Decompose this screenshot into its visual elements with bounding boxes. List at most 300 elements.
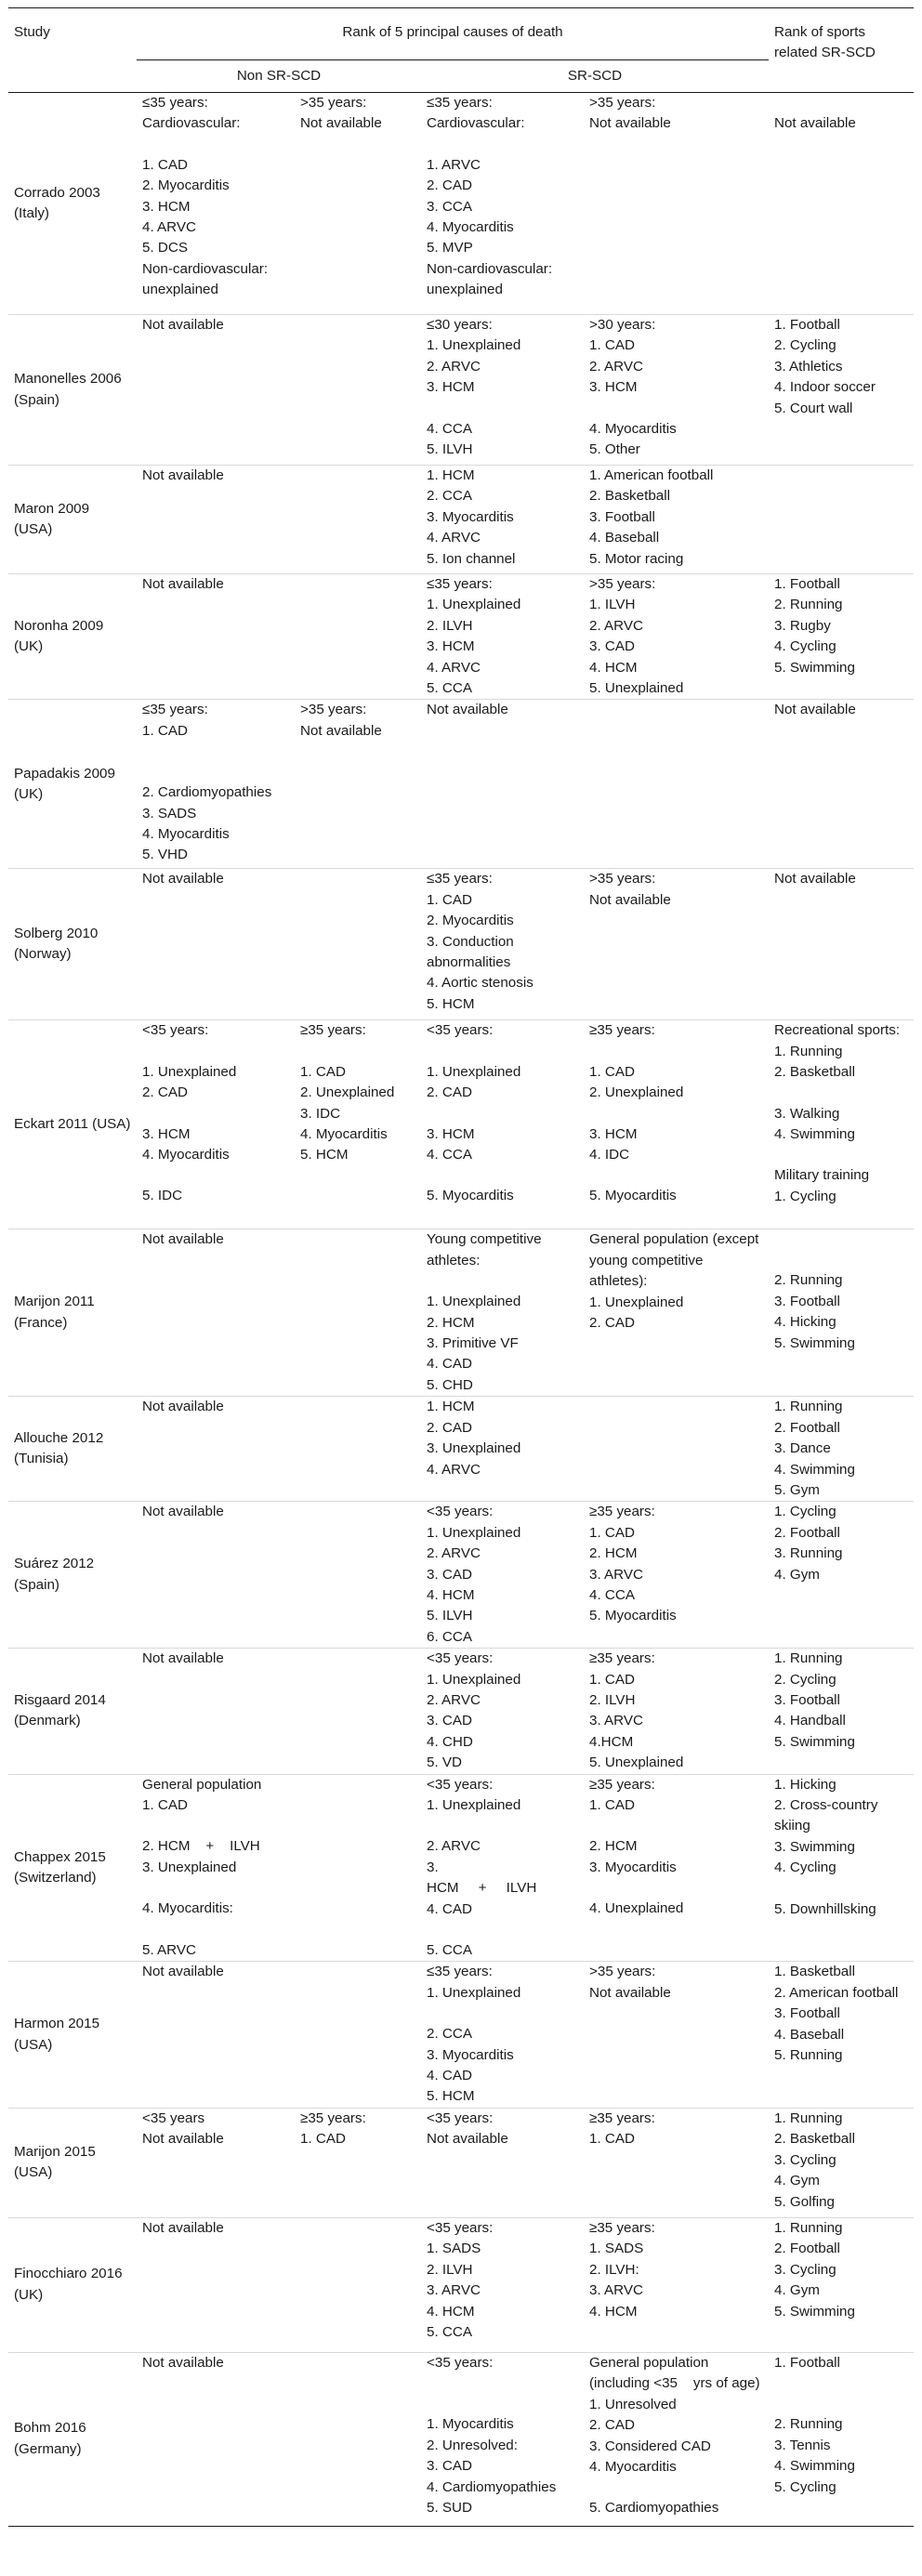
srscd-under-cell	[421, 1020, 584, 1229]
cell-line: ≥35 years:	[589, 1022, 655, 1039]
cell-line: >35 years:	[300, 702, 367, 718]
cell-line: >35 years:	[589, 576, 656, 592]
line-spacer	[589, 399, 763, 419]
cell-line: 5. Cycling	[774, 2478, 836, 2495]
cell-line: 4. CHD	[427, 1733, 473, 1750]
cell-line: Military training	[774, 1167, 870, 1184]
cell-line: 1. Cycling	[774, 1188, 836, 1204]
cell-line: Not available	[427, 2131, 508, 2148]
cell-line: ≤35 years:	[427, 95, 493, 111]
sports-rank-cell	[769, 2108, 914, 2217]
cell-line: 5. Swimming	[774, 659, 855, 676]
srscd-over-cell	[584, 1397, 769, 1502]
cell-line: 4. HCM	[589, 659, 638, 676]
cell-line: 4. IDC	[589, 1147, 630, 1163]
cell-line: 5. Swimming	[774, 1334, 855, 1351]
cell-line: Not available	[142, 1964, 224, 1980]
cell-line: 1. Unexplained	[142, 1063, 237, 1080]
srscd-over-cell	[584, 2108, 769, 2217]
cell-line: ≤35 years:	[427, 576, 493, 592]
cell-line: Not available	[142, 467, 224, 483]
study-cell: Corrado 2003 (Italy)	[8, 93, 137, 315]
non-srscd-over-cell	[295, 1774, 421, 1962]
srscd-over-cell	[584, 2217, 769, 2352]
cell-line: 2. CCA	[427, 2026, 472, 2043]
cell-line: 2. CAD	[427, 1084, 472, 1101]
study-cell: Marijon 2011 (France)	[8, 1229, 137, 1397]
cell-line: 1. Hicking	[774, 1776, 836, 1793]
line-spacer	[427, 135, 578, 155]
cell-line: 3. HCM	[589, 1125, 638, 1142]
cell-line: 4. CAD	[427, 1356, 472, 1373]
srscd-under-cell	[421, 1502, 584, 1649]
cell-line: 1. Basketball	[774, 1964, 855, 1980]
srscd-over-cell	[584, 1962, 769, 2108]
cell-line: 1. Football	[774, 576, 840, 592]
cell-line: 4. Indoor soccer	[774, 379, 876, 396]
cell-line: 2. Basketball	[589, 488, 670, 505]
cell-line: 4. ARVC	[427, 659, 481, 676]
cell-line: 3. HCM	[589, 379, 638, 396]
cell-line: Not available	[589, 891, 671, 908]
cell-line: 1. CAD	[142, 156, 188, 173]
cell-line: 3. Unexplained	[427, 1440, 521, 1457]
cell-line: 2. Myocarditis	[142, 177, 230, 194]
srscd-under-cell	[421, 700, 584, 869]
non-srscd-under-cell	[137, 1502, 295, 1649]
cell-line: Not available	[774, 871, 856, 887]
cell-line: 1. Unexplained	[427, 1294, 521, 1310]
cell-line: 2. Football	[774, 2241, 840, 2257]
table-body	[8, 93, 914, 2527]
cell-line: 5. DCS	[142, 240, 188, 256]
cell-line: 1. CAD	[427, 891, 472, 908]
cell-line: 1. Unexplained	[427, 1524, 521, 1541]
cell-line: 2. CAD	[589, 1315, 635, 1332]
cell-line: 3. CAD	[427, 1566, 472, 1583]
cell-line: 3. Dance	[774, 1440, 831, 1457]
table-row	[8, 869, 914, 1020]
line-spacer	[774, 93, 908, 113]
cell-line: Not available	[142, 1399, 224, 1415]
cell-line: 3. Cycling	[774, 2151, 836, 2168]
cell-line: Not available	[142, 1231, 224, 1248]
srscd-under-cell	[421, 93, 584, 315]
cell-line: 3. HCM	[427, 1125, 475, 1142]
cell-line: ≥35 years:	[589, 2109, 655, 2126]
cell-line: 5. VD	[427, 1755, 462, 1771]
srscd-under-cell	[421, 2108, 584, 2217]
srscd-over-cell	[584, 1229, 769, 1397]
cell-line: 1. Cycling	[774, 1504, 836, 1520]
cell-line: 5. Motor racing	[589, 550, 684, 567]
cell-line: 1. SADS	[427, 2241, 481, 2257]
cell-line: 4. Unexplained	[589, 1900, 684, 1917]
cell-line: >35 years:	[589, 95, 656, 111]
sports-rank-cell	[769, 1397, 914, 1502]
header-study: Study	[8, 8, 137, 93]
cell-line: Not available	[142, 1504, 224, 1520]
cell-line: 1. Running	[774, 1043, 843, 1059]
cell-line: 4. Cycling	[774, 1860, 836, 1876]
cell-line: 5. IDC	[142, 1188, 183, 1204]
cell-line: 5. HCM	[427, 2088, 475, 2105]
line-spacer	[589, 1878, 763, 1899]
srscd-over-cell	[584, 700, 769, 869]
cell-line: 1. Unexplained	[427, 337, 521, 354]
non-srscd-over-cell	[295, 466, 421, 574]
cell-line: 4. CCA	[427, 420, 472, 437]
cell-line: 1. Unexplained	[589, 1294, 684, 1310]
cell-line: 4. CAD	[427, 1900, 472, 1917]
cell-line: 1. CAD	[300, 1063, 346, 1080]
cell-line: 5. Other	[589, 441, 640, 458]
line-spacer	[427, 1920, 578, 1940]
header-rank-sports: Rank of sports related SR-SCD	[769, 8, 914, 93]
cell-line: 3. Considered CAD	[589, 2438, 711, 2454]
cell-line: 4. HCM	[427, 2303, 475, 2320]
cell-line: 1. CAD	[589, 1524, 635, 1541]
cell-line: Recreational sports:	[774, 1022, 901, 1039]
cell-line: Not available	[142, 1650, 224, 1667]
sports-rank-cell	[769, 1649, 914, 1774]
cell-line: Not available	[589, 115, 671, 132]
cell-line: 1. Running	[774, 1650, 843, 1667]
cell-line: ≥35 years:	[589, 1776, 655, 1793]
non-srscd-over-cell	[295, 2108, 421, 2217]
cell-line: 4. CAD	[427, 2068, 472, 2084]
study-cell: Manonelles 2006 (Spain)	[8, 315, 137, 466]
cell-line: 6. CCA	[427, 1628, 472, 1645]
cell-line: 2. Football	[774, 1524, 840, 1541]
srscd-under-cell	[421, 1229, 584, 1397]
cell-line: 3. CAD	[427, 1713, 472, 1729]
line-spacer	[589, 1042, 763, 1062]
cell-line: Not available	[142, 2354, 224, 2371]
cell-line: 5. CHD	[427, 1376, 473, 1393]
cell-line: 5. ILVH	[427, 1608, 473, 1624]
non-srscd-under-cell	[137, 1774, 295, 1962]
sports-rank-cell	[769, 466, 914, 574]
cell-line: 1. Running	[774, 2219, 843, 2236]
cell-line: 2. Running	[774, 2416, 843, 2433]
cell-line: 1. Running	[774, 2109, 843, 2126]
cell-line: 3. Athletics	[774, 358, 843, 375]
cell-line: 4. Handball	[774, 1713, 846, 1729]
cell-line: 2. CAD	[427, 177, 472, 194]
line-spacer	[774, 2394, 908, 2414]
cell-line: ≤30 years:	[427, 317, 493, 333]
srscd-under-cell	[421, 1962, 584, 2108]
cell-line: General population	[142, 1776, 262, 1793]
cell-line: 3. Unexplained	[142, 1859, 237, 1875]
cell-line: Not available	[142, 2219, 224, 2236]
cell-line: 4. Swimming	[774, 1126, 855, 1143]
cell-line: 3. CAD	[427, 2458, 472, 2475]
cell-line: ≥35 years:	[589, 2219, 655, 2236]
cell-line: 2. ARVC	[427, 1838, 481, 1855]
cell-line: 4. Cycling	[774, 638, 836, 655]
cell-line: 3. Conduction abnormalities	[427, 933, 518, 971]
cell-line: 3. ARVC	[589, 1566, 643, 1583]
cell-line: 3. SADS	[142, 805, 197, 821]
cell-line: 1. ILVH	[589, 597, 636, 613]
cell-line: Not available	[300, 722, 382, 739]
cell-line: Not available	[142, 576, 224, 592]
cell-line: 2. ILVH	[589, 1691, 636, 1708]
cell-line: >30 years:	[589, 317, 656, 333]
cell-line: 3. ARVC	[589, 1713, 643, 1729]
cell-line: 2. ILVH	[427, 617, 473, 634]
cell-line: 4. Myocarditis	[589, 420, 677, 437]
cell-line: 3. Rugby	[774, 617, 831, 634]
cell-line: 2. CAD	[427, 1419, 472, 1436]
cell-line: 4. ARVC	[427, 530, 481, 546]
cell-line: 2. ILVH:	[589, 2261, 639, 2278]
cell-line: 3. HCM	[427, 379, 475, 396]
cell-line: <35 years	[142, 2109, 205, 2126]
line-spacer	[774, 1084, 908, 1104]
cell-line: 4. Myocarditis	[142, 1147, 230, 1163]
cell-line: 4. Gym	[774, 2173, 820, 2189]
cell-line: 2. ARVC	[427, 358, 481, 375]
cell-line: 3. ARVC	[589, 2282, 643, 2299]
cell-line: 5. HCM	[300, 1147, 349, 1163]
study-cell: Papadakis 2009 (UK)	[8, 700, 137, 869]
cell-line: 2. Basketball	[774, 2131, 855, 2148]
cell-line: 1. Running	[774, 1399, 843, 1415]
non-srscd-over-cell	[295, 700, 421, 869]
cell-line: <35 years:	[427, 1650, 494, 1667]
line-spacer	[427, 1816, 578, 1836]
cell-line: 5. Myocarditis	[589, 1188, 677, 1204]
cell-line: 4. HCM	[589, 2303, 638, 2320]
line-spacer	[427, 1271, 578, 1292]
cell-line: ≤35 years:	[427, 871, 493, 887]
cell-line: 5. Unexplained	[589, 1755, 684, 1771]
cell-line: 5. Cardiomyopathies	[589, 2500, 719, 2517]
srscd-over-cell	[584, 1020, 769, 1229]
line-spacer	[142, 1878, 289, 1899]
cell-line: 5. Ion channel	[427, 550, 516, 567]
cell-line: 5. ARVC	[142, 1941, 196, 1958]
cell-line: 1. HCM	[427, 1399, 475, 1415]
cell-line: ≤35 years:	[142, 702, 208, 718]
study-cell: Solberg 2010 (Norway)	[8, 869, 137, 1020]
cell-line: 3. Primitive VF	[427, 1335, 519, 1352]
non-srscd-under-cell	[137, 315, 295, 466]
non-srscd-over-cell	[295, 1649, 421, 1774]
cell-line: 5. ILVH	[427, 441, 473, 458]
cell-line: 1. CAD	[589, 1797, 635, 1813]
cell-line: 2. Unexplained	[589, 1084, 684, 1101]
line-spacer	[142, 1816, 289, 1836]
cell-line: 5. Gym	[774, 1481, 820, 1498]
cell-line: 2. Myocarditis	[427, 913, 514, 929]
study-cell: Eckart 2011 (USA)	[8, 1020, 137, 1229]
study-cell: Allouche 2012 (Tunisia)	[8, 1397, 137, 1502]
cell-line: <35 years:	[427, 2109, 494, 2126]
srscd-over-cell	[584, 1502, 769, 1649]
cell-line: 2. Running	[774, 597, 843, 613]
srscd-over-cell	[584, 466, 769, 574]
study-cell: Bohm 2016 (Germany)	[8, 2352, 137, 2526]
line-spacer	[427, 1165, 578, 1186]
non-srscd-under-cell	[137, 869, 295, 1020]
cell-line: 3. HCM	[142, 198, 191, 215]
cell-line: 2. Football	[774, 1419, 840, 1436]
cell-line: 2. Basketball	[774, 1064, 855, 1081]
cell-line: 2. ARVC	[427, 1691, 481, 1708]
cell-line: 2. Cardiomyopathies	[142, 784, 272, 801]
cell-line: 1. CAD	[589, 1671, 635, 1688]
line-spacer	[427, 2394, 578, 2414]
table-row	[8, 1020, 914, 1229]
cell-line: 4. Cardiomyopathies	[427, 2478, 557, 2495]
srscd-under-cell	[421, 574, 584, 700]
line-spacer	[142, 1104, 289, 1124]
cell-line: ≥35 years:	[589, 1504, 655, 1520]
cell-line: >35 years:	[589, 1964, 656, 1980]
cell-line: 3. Running	[774, 1545, 843, 1562]
cell-line: 4. Gym	[774, 2282, 820, 2299]
cell-line: 4. HCM	[427, 1586, 475, 1603]
cell-line: 5. MVP	[427, 240, 473, 256]
cell-line: 4. Hicking	[774, 1314, 836, 1331]
cell-line: 4. Baseball	[774, 2026, 845, 2043]
line-spacer	[774, 1879, 908, 1899]
srscd-over-cell	[584, 1774, 769, 1962]
cell-line: 2. ARVC	[589, 358, 643, 375]
line-spacer	[427, 1042, 578, 1062]
study-cell: Chappex 2015 (Switzerland)	[8, 1774, 137, 1962]
non-srscd-over-cell	[295, 1962, 421, 2108]
table-row	[8, 315, 914, 466]
cell-line: 1. CAD	[589, 1063, 635, 1080]
cell-line: 3. Myocarditis	[589, 1859, 677, 1875]
srscd-under-cell	[421, 869, 584, 1020]
cell-line: 4. ARVC	[427, 1461, 481, 1478]
srscd-under-cell	[421, 1774, 584, 1962]
cell-line: 3. Football	[774, 2005, 840, 2022]
cell-line: 3. Tennis	[774, 2437, 831, 2453]
cell-line: 3. Football	[774, 1293, 840, 1309]
cell-line: 4. Baseball	[589, 530, 660, 546]
cell-line: Not available	[142, 317, 224, 333]
cell-line: Non-cardiovascular: unexplained	[142, 260, 272, 298]
cell-line: 2. ILVH	[427, 2261, 473, 2278]
sports-rank-cell	[769, 2217, 914, 2352]
srscd-under-cell	[421, 315, 584, 466]
cell-line: 5. Myocarditis	[427, 1188, 514, 1204]
cell-line: 3. IDC	[300, 1105, 341, 1122]
cell-line: 1. CAD	[300, 2131, 346, 2148]
sports-rank-cell	[769, 869, 914, 1020]
cell-line: 1. CAD	[142, 1797, 188, 1813]
cell-line: <35 years:	[427, 2219, 494, 2236]
line-spacer	[427, 2373, 578, 2394]
table-row	[8, 1397, 914, 1502]
sports-rank-cell	[769, 315, 914, 466]
cell-line: 2. Cross-country skiing	[774, 1797, 882, 1834]
cell-line: 5. SUD	[427, 2499, 472, 2516]
srscd-under-cell	[421, 1397, 584, 1502]
sports-rank-cell	[769, 2352, 914, 2526]
cell-line: 1. Unexplained	[427, 1671, 521, 1688]
line-spacer	[589, 1104, 763, 1124]
line-spacer	[142, 1920, 289, 1940]
cell-line: 5. Court wall	[774, 400, 853, 416]
cell-line: 3. ARVC	[427, 2282, 481, 2299]
non-srscd-over-cell	[295, 2217, 421, 2352]
line-spacer	[427, 1104, 578, 1124]
table-row	[8, 1649, 914, 1774]
table-row	[8, 1962, 914, 2108]
sports-rank-cell	[769, 574, 914, 700]
line-spacer	[589, 2477, 763, 2498]
study-cell: Risgaard 2014 (Denmark)	[8, 1649, 137, 1774]
table-row	[8, 1229, 914, 1397]
cell-line: 4. Swimming	[774, 1461, 855, 1478]
non-srscd-under-cell	[137, 466, 295, 574]
table-row	[8, 2352, 914, 2526]
table-row	[8, 574, 914, 700]
cell-line: <35 years:	[142, 1022, 209, 1039]
header-non-srscd: Non SR-SCD	[137, 60, 421, 93]
srscd-under-cell	[421, 2217, 584, 2352]
line-spacer	[427, 2004, 578, 2024]
cell-line: 1. Unexplained	[427, 1984, 521, 2001]
non-srscd-over-cell	[295, 93, 421, 315]
cell-line: 2. Cycling	[774, 1671, 836, 1688]
cell-line: 3. CAD	[589, 638, 635, 655]
line-spacer	[427, 399, 578, 419]
sports-rank-cell	[769, 1229, 914, 1397]
table-row	[8, 466, 914, 574]
cell-line: 5. Unexplained	[589, 680, 684, 697]
sports-rank-cell	[769, 700, 914, 869]
line-spacer	[774, 1229, 908, 1250]
cell-line: 3. Myocarditis	[427, 2046, 514, 2063]
cell-line: ≤35 years:	[142, 95, 208, 111]
study-cell: Suárez 2012 (Spain)	[8, 1502, 137, 1649]
cell-line: ≤35 years:	[427, 1964, 493, 1980]
cell-line: Not available	[300, 115, 382, 132]
cell-line: 2. Unresolved:	[427, 2437, 518, 2453]
cell-line: 2. ARVC	[589, 617, 643, 634]
cell-line: 2. CAD	[589, 2417, 635, 2434]
cell-line: 4. CCA	[427, 1147, 472, 1163]
cell-line: 5. Myocarditis	[589, 1608, 677, 1624]
cell-line: ≥35 years:	[589, 1650, 655, 1667]
table-row	[8, 2217, 914, 2352]
srscd-over-cell	[584, 2352, 769, 2526]
cell-line: 5. Running	[774, 2047, 843, 2064]
line-spacer	[589, 1816, 763, 1836]
cell-line: 1. HCM	[427, 467, 475, 483]
cell-line: HCM + ILVH	[427, 1880, 537, 1897]
line-spacer	[142, 135, 289, 155]
cell-line: Not available	[589, 1984, 671, 2001]
non-srscd-over-cell	[295, 1502, 421, 1649]
sports-rank-cell	[769, 1774, 914, 1962]
cell-line: 1. CAD	[589, 337, 635, 354]
cell-line: 4.HCM	[589, 1733, 634, 1750]
cell-line: 3. Football	[774, 1691, 840, 1708]
line-spacer	[774, 1145, 908, 1165]
srscd-over-cell	[584, 1649, 769, 1774]
study-cell: Harmon 2015 (USA)	[8, 1962, 137, 2108]
